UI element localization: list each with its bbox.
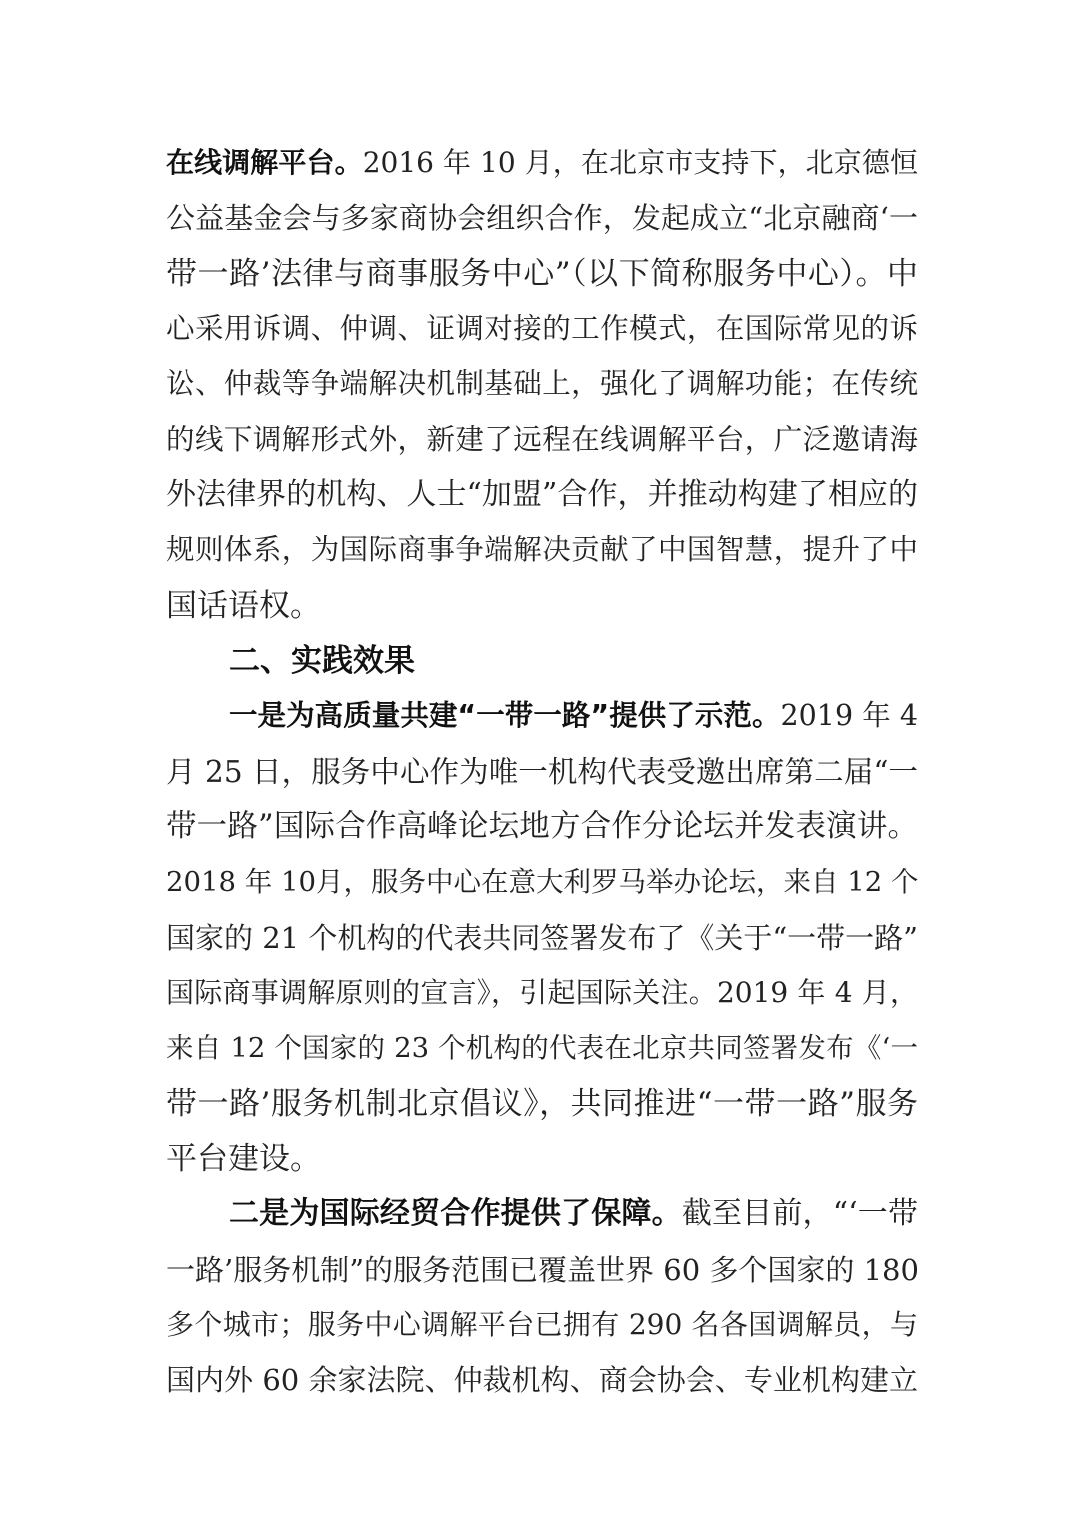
paragraph-1-line-8: 规则体系，为国际商事争端解决贡献了中国智慧，提升了中 <box>166 533 918 566</box>
paragraph-3-line-2: 一路’服务机制”的服务范围已覆盖世界 60 多个国家的 180 <box>166 1253 919 1287</box>
paragraph-2-line-7: 来自 12 个国家的 23 个机构的代表在北京共同签署发布《‘一 <box>166 1032 918 1064</box>
paragraph-1-line-3: 带一路’法律与商事服务中心”（以下简称服务中心）。中 <box>166 256 918 292</box>
paragraph-2-line-6: 国际商事调解原则的宣言》，引起国际关注。2019 年 4 月， <box>166 976 918 1009</box>
section-heading: 二、实践效果 <box>229 643 415 679</box>
paragraph-3-line-4: 国内外 60 余家法院、仲裁机构、商会协会、专业机构建立 <box>166 1363 918 1397</box>
paragraph-1-line-1 <box>166 143 918 183</box>
paragraph-2-line-8: 带一路’服务机制北京倡议》，共同推进“一带一路”服务 <box>166 1086 918 1122</box>
paragraph-3-line-3: 多个城市；服务中心调解平台已拥有 290 名各国调解员，与 <box>166 1308 918 1341</box>
paragraph-1-line-1-text: 2016 年 10 月，在北京市支持下，北京德恒 <box>362 146 918 179</box>
paragraph-2-line-3: 带一路”国际合作高峰论坛地方合作分论坛并发表演讲。 <box>166 809 918 844</box>
paragraph-3-line-1-text: 截至目前，“‘一带 <box>681 1196 918 1231</box>
paragraph-3-line-1 <box>229 1194 918 1234</box>
paragraph-2-line-1-text: 2019 年 4 <box>780 699 918 732</box>
paragraph-2-line-1 <box>229 696 918 736</box>
paragraph-1-line-9: 国话语权。 <box>166 588 321 624</box>
paragraph-1-line-2: 公益基金会与多家商协会组织合作，发起成立“北京融商‘一 <box>166 201 918 235</box>
paragraph-2-lead: 一是为高质量共建“一带一路”提供了示范。 <box>229 699 781 732</box>
paragraph-1-line-6: 的线下调解形式外，新建了远程在线调解平台，广泛邀请海 <box>166 423 918 456</box>
paragraph-1-line-7: 外法律界的机构、人士“加盟”合作，并推动构建了相应的 <box>166 477 918 512</box>
paragraph-2-line-4: 2018 年 10月，服务中心在意大利罗马举办论坛，来自 12 个 <box>166 866 919 898</box>
paragraph-1-line-5: 讼、仲裁等争端解决机制基础上，强化了调解功能；在传统 <box>166 367 918 400</box>
paragraph-2-line-2: 月 25 日，服务中心作为唯一机构代表受邀出席第二届“一 <box>166 755 918 789</box>
paragraph-3-lead: 二是为国际经贸合作提供了保障。 <box>229 1196 682 1231</box>
paragraph-2-line-9: 平台建设。 <box>166 1141 321 1177</box>
paragraph-2-line-5: 国家的 21 个机构的代表共同签署发布了《关于“一带一路” <box>166 921 918 955</box>
paragraph-1-line-4: 心采用诉调、仲调、证调对接的工作模式，在国际常见的诉 <box>166 312 918 345</box>
paragraph-1-lead: 在线调解平台。 <box>166 146 363 179</box>
